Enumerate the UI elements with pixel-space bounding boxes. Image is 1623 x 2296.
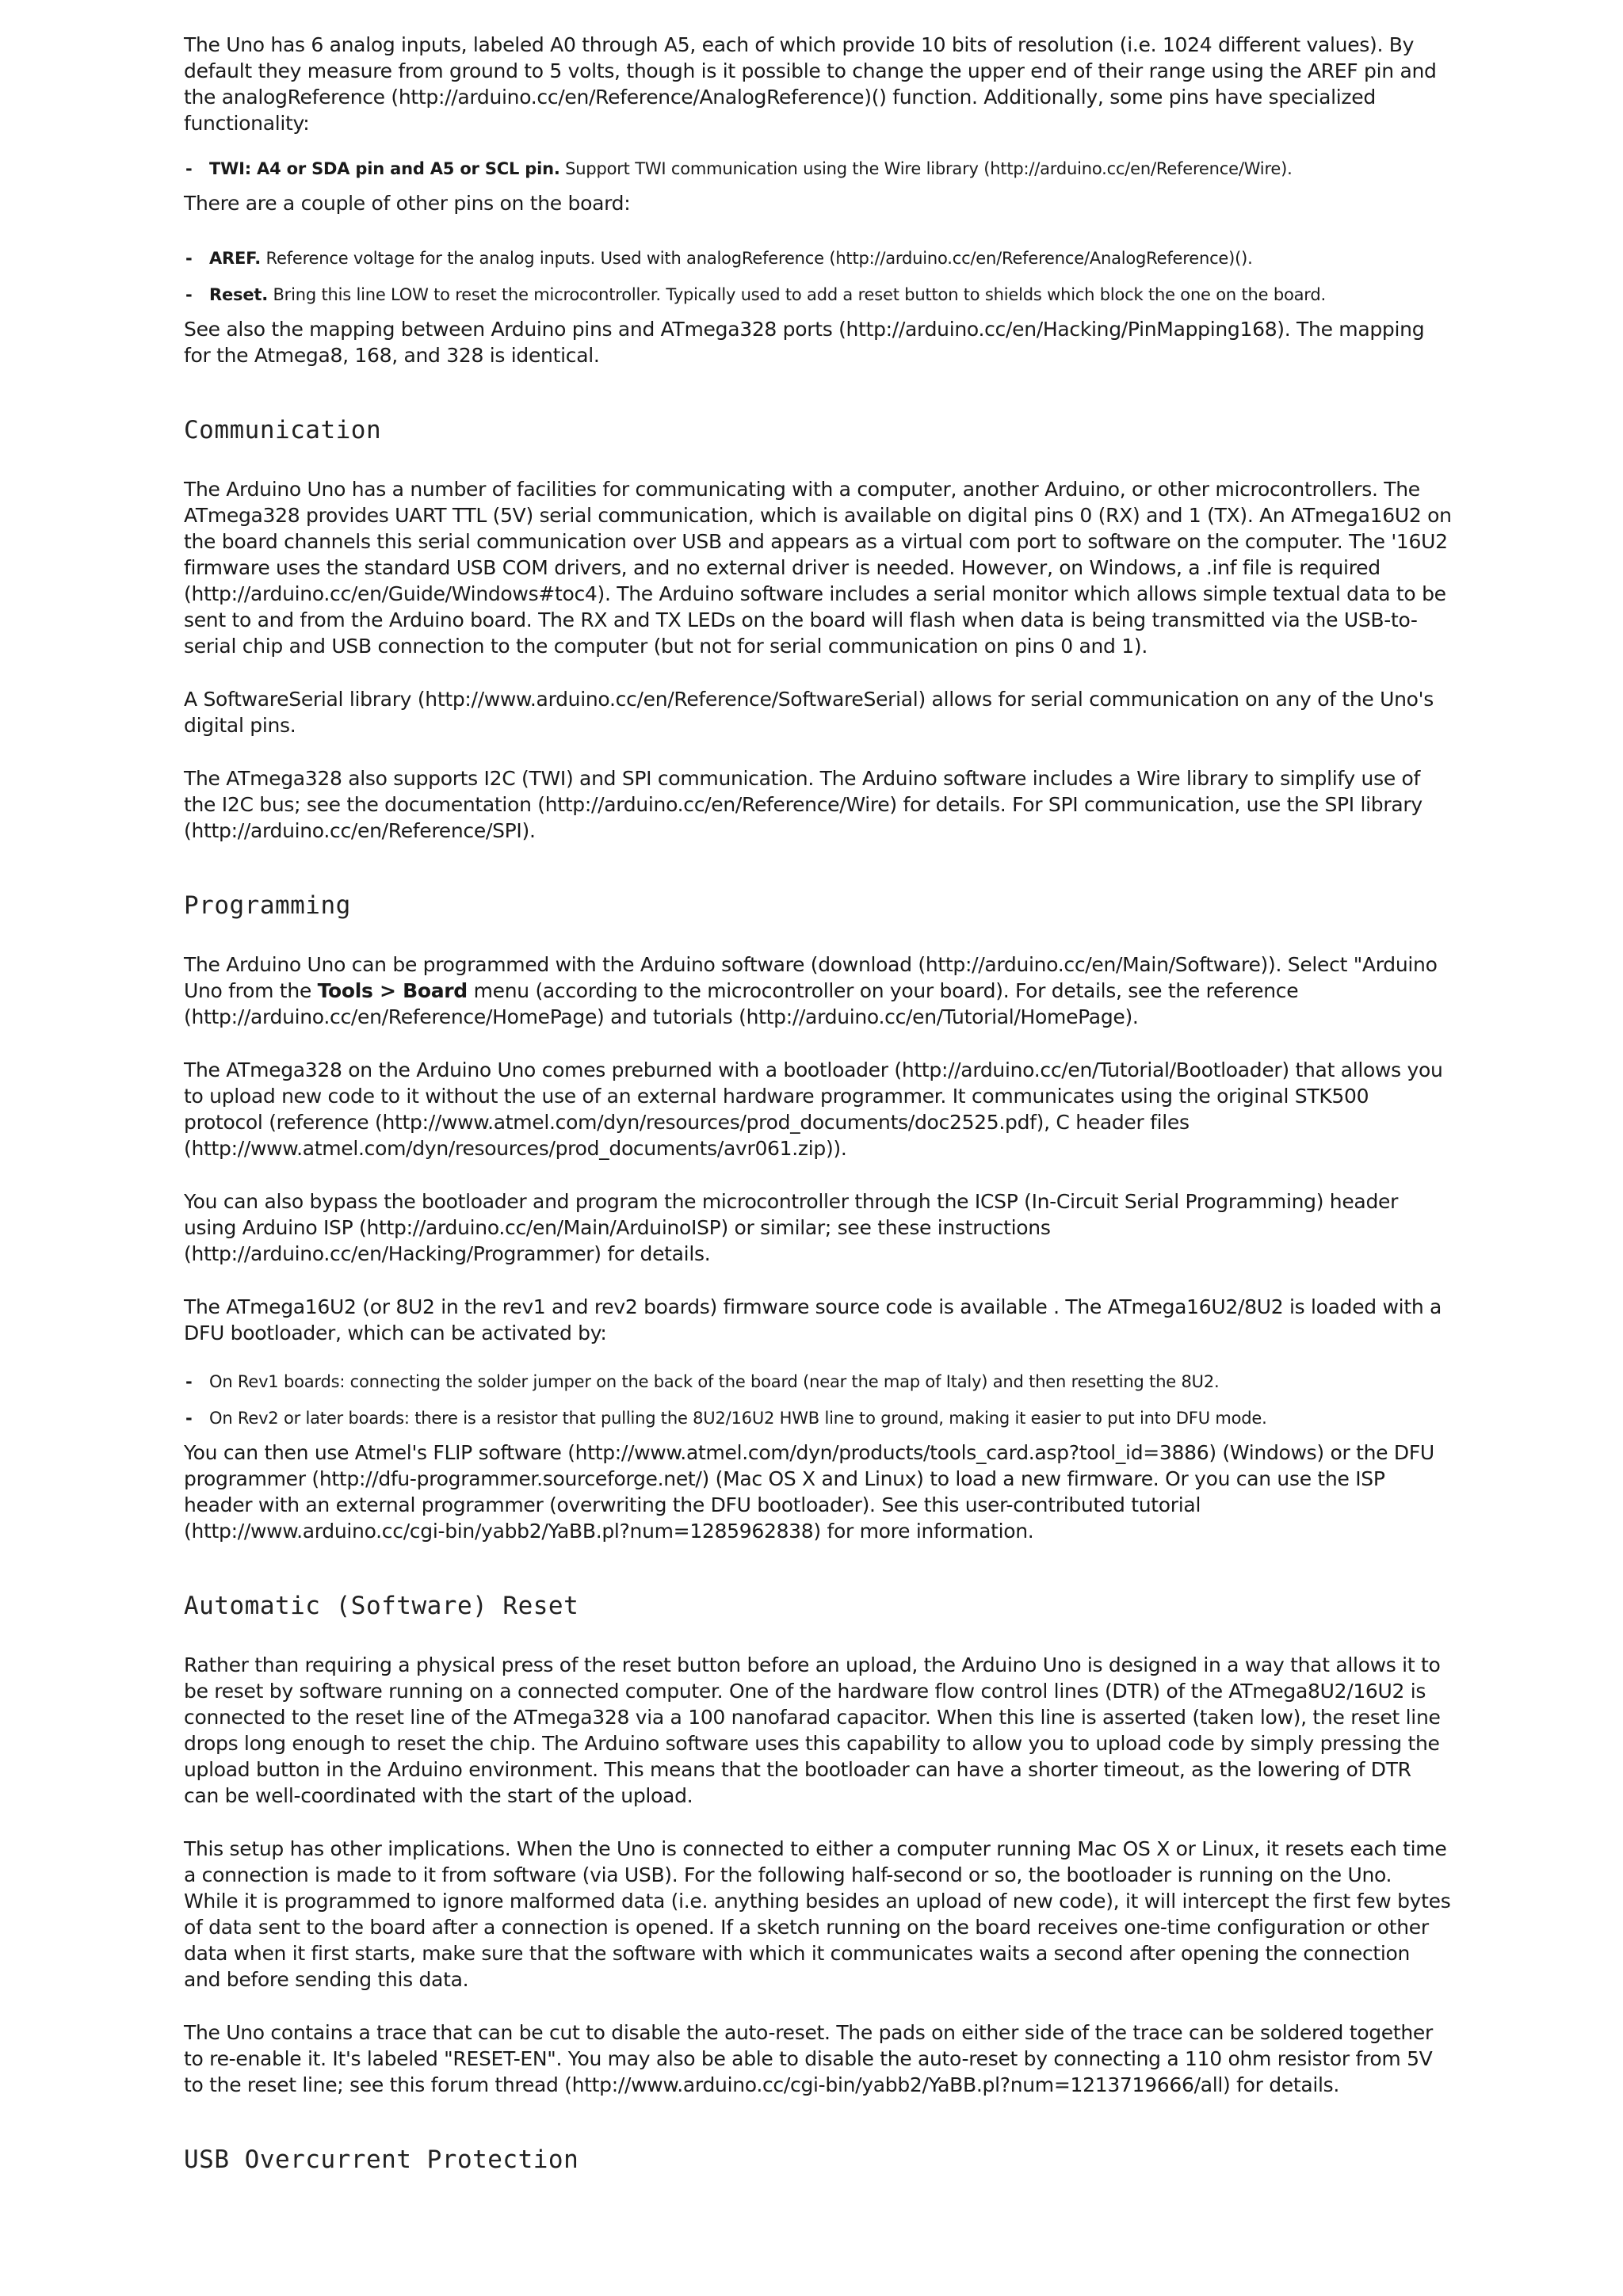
list-item	[184, 1370, 1452, 1394]
programming-paragraph-2: The ATmega328 on the Arduino Uno comes preburned with a bootloader (http://arduino.cc/en/Tutorial/Bootloader) that allows you to upload new code to it without the use of an external hardware programmer. It communicates using the original STK500 protocol (reference (http://www.atmel.com/dyn/resources/prod_documents/doc2525.pdf), C header files (http://www.atmel.com/dyn/resources/prod_documents/avr061.zip)).	[184, 1058, 1443, 1160]
twi-description: Support TWI communication using the Wire library (http://arduino.cc/en/Reference/Wire).	[559, 159, 1293, 178]
pin-mapping-paragraph: See also the mapping between Arduino pins and ATmega328 ports (http://arduino.cc/en/Hacking/PinMapping168). The mapping for the Atmega8, 168, and 328 is identical.	[184, 318, 1425, 367]
communication-paragraph-1: The Arduino Uno has a number of facilities for communicating with a computer, another Arduino, or other microcontrollers. The ATmega328 provides UART TTL (5V) serial communication, which is available on digital pins 0 (RX) and 1 (TX). An ATmega16U2 on the board channels this serial communication over USB and appears as a virtual com port to software on the computer. The '16U2 firmware uses the standard USB COM drivers, and no external driver is needed. However, on Windows, a .inf file is required (http://arduino.cc/en/Guide/Windows#toc4). The Arduino software includes a serial monitor which allows simple textual data to be sent to and from the Arduino board. The RX and TX LEDs on the board will flash when data is being transmitted via the USB-to-serial chip and USB connection to the computer (but not for serial communication on pins 0 and 1).	[184, 478, 1452, 658]
bullet-dash: -	[185, 249, 193, 268]
rev2-instruction: On Rev2 or later boards: there is a resistor that pulling the 8U2/16U2 HWB line to ground, making it easier to put into DFU mode.	[209, 1409, 1267, 1428]
bullet-dash: -	[185, 285, 193, 304]
list-item	[184, 246, 1452, 270]
analog-inputs-paragraph: The Uno has 6 analog inputs, labeled A0 through A5, each of which provide 10 bits of resolution (i.e. 1024 different values). By default they measure from ground to 5 volts, though is it possible to change the upper end of their range using the AREF pin and the analogReference (http://arduino.cc/en/Reference/AnalogReference)() function. Additionally, some pins have specialized functionality:	[184, 33, 1437, 135]
programming-paragraph-5: You can then use Atmel's FLIP software (http://www.atmel.com/dyn/products/tools_card.asp?tool_id=3886) (Windows) or the DFU programmer (http://dfu-programmer.sourceforge.net/) (Mac OS X and Linux) to load a new firmware. Or you can use the ISP header with an external programmer (overwriting the DFU bootloader). See this user-contributed tutorial (http://www.arduino.cc/cgi-bin/yabb2/YaBB.pl?num=1285962838) for more information.	[184, 1441, 1434, 1543]
section-heading-programming: Programming	[184, 891, 351, 920]
other-pins-list	[184, 246, 1452, 307]
bullet-dash: -	[185, 1372, 193, 1391]
section-heading-automatic-reset: Automatic (Software) Reset	[184, 1592, 579, 1620]
section-heading-usb-overcurrent: USB Overcurrent Protection	[184, 2145, 579, 2174]
twi-label: TWI: A4 or SDA pin and A5 or SCL pin.	[209, 159, 560, 178]
section-heading-communication: Communication	[184, 416, 382, 444]
programming-p1-start: The Arduino Uno can be programmed with the Arduino software (download (http://arduino.cc/en/Main/Software)). Select "Arduino Uno from the	[184, 953, 1438, 1002]
dfu-activation-list	[184, 1370, 1452, 1430]
programming-p1-end: menu (according to the microcontroller on your board). For details, see the reference (http://arduino.cc/en/Reference/HomePage) and tutorials (http://arduino.cc/en/Tutorial/HomePage).	[184, 979, 1299, 1028]
communication-paragraph-2: A SoftwareSerial library (http://www.arduino.cc/en/Reference/SoftwareSerial) allows for serial communication on any of the Uno's digital pins.	[184, 688, 1434, 737]
aref-label: AREF.	[209, 249, 262, 268]
programming-paragraph-3: You can also bypass the bootloader and program the microcontroller through the ICSP (In-Circuit Serial Programming) header using Arduino ISP (http://arduino.cc/en/Main/ArduinoISP) or similar; see these instructions (http://arduino.cc/en/Hacking/Programmer) for details.	[184, 1190, 1399, 1265]
list-item	[184, 157, 1452, 181]
reset-paragraph-1: Rather than requiring a physical press of the reset button before an upload, the Arduino Uno is designed in a way that allows it to be reset by software running on a connected computer. One of the hardware flow control lines (DTR) of the ATmega8U2/16U2 is connected to the reset line of the ATmega328 via a 100 nanofarad capacitor. When this line is asserted (taken low), the reset line drops long enough to reset the chip. The Arduino software uses this capability to allow you to upload code by simply pressing the upload button in the Arduino environment. This means that the bootloader can have a shorter timeout, as the lowering of DTR can be well-coordinated with the start of the upload.	[184, 1653, 1441, 1807]
tools-board-menu-label: Tools > Board	[317, 979, 468, 1002]
reset-paragraph-2: This setup has other implications. When the Uno is connected to either a computer running Mac OS X or Linux, it resets each time a connection is made to it from software (via USB). For the following half-second or so, the bootloader is running on the Uno. While it is programmed to ignore malformed data (i.e. anything besides an upload of new code), it will intercept the first few bytes of data sent to the board after a connection is opened. If a sketch running on the board receives one-time configuration or other data when it first starts, make sure that the software with which it communicates waits a second after opening the connection and before sending this data.	[184, 1837, 1451, 1991]
aref-description: Reference voltage for the analog inputs. Used with analogReference (http://arduino.cc/en/Reference/AnalogReference)().	[261, 249, 1253, 268]
rev1-instruction: On Rev1 boards: connecting the solder jumper on the back of the board (near the map of Italy) and then resetting the 8U2.	[209, 1372, 1220, 1391]
other-pins-paragraph: There are a couple of other pins on the board:	[184, 192, 631, 215]
reset-label: Reset.	[209, 285, 268, 304]
reset-description: Bring this line LOW to reset the microcontroller. Typically used to add a reset button to shields which block the one on the board.	[267, 285, 1326, 304]
list-item	[184, 283, 1452, 307]
special-pins-list	[184, 157, 1452, 181]
document-page	[184, 32, 1452, 2206]
reset-paragraph-3: The Uno contains a trace that can be cut to disable the auto-reset. The pads on either side of the trace can be soldered together to re-enable it. It's labeled "RESET-EN". You may also be able to disable the auto-reset by connecting a 110 ohm resistor from 5V to the reset line; see this forum thread (http://www.arduino.cc/cgi-bin/yabb2/YaBB.pl?num=1213719666/all) for details.	[184, 2021, 1433, 2096]
list-item	[184, 1406, 1452, 1430]
programming-paragraph-4: The ATmega16U2 (or 8U2 in the rev1 and rev2 boards) firmware source code is available . The ATmega16U2/8U2 is loaded with a DFU bootloader, which can be activated by:	[184, 1295, 1442, 1344]
communication-paragraph-3: The ATmega328 also supports I2C (TWI) and SPI communication. The Arduino software includes a Wire library to simplify use of the I2C bus; see the documentation (http://arduino.cc/en/Reference/Wire) for details. For SPI communication, use the SPI library (http://arduino.cc/en/Reference/SPI).	[184, 767, 1423, 842]
bullet-dash: -	[185, 159, 193, 178]
bullet-dash: -	[185, 1409, 193, 1428]
programming-paragraph-1	[184, 952, 1452, 1030]
